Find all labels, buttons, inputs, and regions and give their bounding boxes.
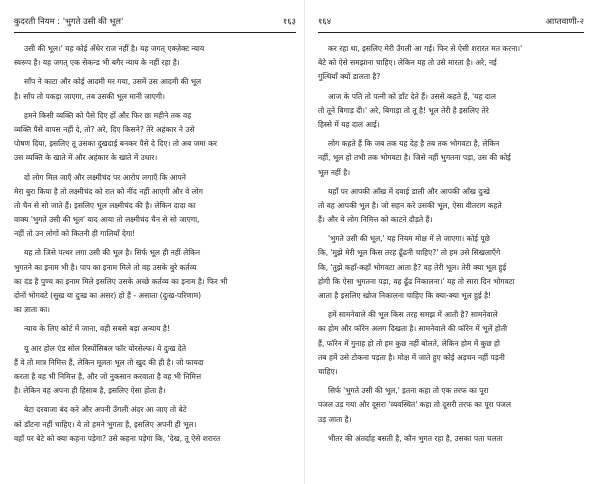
text-line: वाक्य 'भुगते उसी की भूल' याद आया तो लक्ष्मीचंद चैन से सो जाएगा,: [14, 215, 200, 225]
text-line: का दंड है पुण्य का इनाम मिले इसलिए उसके अच्छे कर्तव्य का इनाम है। फिर भी: [14, 276, 228, 286]
text-line: व्यक्ति पैसे वापस नहीं दे, तो? अरे, दिए किसने? तेरे अहंकार ने उसे: [14, 124, 195, 134]
right-header-rule: [318, 32, 584, 33]
text-line: उस व्यक्ति के खाते में और अहंकार के खाते में उधार।: [14, 153, 158, 163]
left-page-body: [14, 42, 296, 451]
text-line: कि, 'तुझे कहाँ-कहाँ भोगवटा आता है? वह तेरी भूल। तेरी क्या भूल हुई: [318, 262, 507, 272]
paragraph: [14, 42, 296, 70]
text-line: पजल उड़ गया और दूसरा 'व्यवस्थित' कहा तो दूसरी तरफ का पूरा पजल: [318, 400, 511, 410]
text-line: बेटे को ऐसे समझाना चाहिए। लेकिन यह तो उसे मारता है। अरे, नई: [318, 58, 497, 68]
text-line: यू आर होल एंड सोल रिस्पोंसिबल फॉर योरसेल्फ। ये दुःख देते: [24, 343, 187, 353]
left-page: [14, 0, 296, 484]
text-line: मेरा बुरा किया है तो लक्ष्मीचंद को रात को नींद नहीं आएगी और वे लोग: [14, 186, 203, 196]
text-line: हैं। और ये लोग निमित्त को काटने दौड़ते हैं।: [318, 215, 433, 225]
paragraph: [318, 185, 584, 228]
text-line: करता है वह भी निमित्त है, और जो नुकसान करवाता है वह भी निमित्त: [14, 371, 202, 381]
text-line: आज के पति तो पत्नी को डाँट देते हैं। उससे कहते हैं, 'यह दाल: [328, 91, 496, 101]
text-line: आता है इसलिए खोज निकालना चाहिए कि क्या-क्या भूल हुई है!: [318, 291, 492, 300]
text-line: वहाँ पर बेटे को क्या कहना पड़ेगा? उसे कहना पड़ेगा कि, 'देख, तू ऐसे शरारत: [14, 433, 221, 443]
right-page-body: [318, 42, 584, 451]
text-line: होगी कि ऐसा भुगतना पड़ा, वह ढूँढ निकालना।' यह तो सारा दिन भोगवटा: [318, 276, 515, 286]
text-line: दो लोग मिल जाएँ और लक्ष्मीचंद पर आरोप लगाएँ कि आपने: [24, 172, 186, 182]
text-line: का होम और फॉरेन अलग दिखता है। सामनेवाले की फॉरेन में भूलें होती: [318, 324, 508, 334]
text-line: बेटा दरवाजा बंद करे और अपनी उँगली अंदर आ जाए तो बेटे: [24, 405, 187, 415]
text-line: है। साँप तो पकड़ा जाएगा, तब उसकी भूल मानी जाएगी।: [14, 91, 165, 101]
text-line: उसी की भूल।' यह कोई अँधेर राज नहीं है। यह जगत् एक्ज़ेक्ट न्याय: [24, 44, 205, 53]
text-line: तो तूने बिगाड़ दी।' अरे, बिगाड़ा तो तू है! भूल तेरी है इसलिए तेरे: [318, 105, 489, 115]
right-page-number: १६४: [318, 16, 332, 26]
text-line: हैं वे तो मात्र निमित्त हैं, लेकिन मूलतः भूल तो खुद की ही है। जो फायदा: [14, 357, 204, 367]
text-line: तब हमें उसे टोकना पड़ता है। मोक्ष में जाते हुए कोई अड़चन नहीं पड़नी: [318, 352, 505, 362]
text-line: साँप ने काटा और कोई आदमी मर गया, उसमें उस आदमी की भूल: [24, 77, 202, 87]
text-line: उड़ जाता है।: [318, 414, 352, 424]
text-line: नहीं, भूल हो तभी तक भोगवटा है। जिसे नहीं भुगतना पड़ा, उस की कोई: [318, 153, 511, 163]
right-page-title: आप्तवाणी-२: [545, 16, 584, 26]
left-page-header: [14, 14, 296, 28]
text-line: पोषण दिया, इसलिए तू उसका दुखदाई बनकर पैसे दे दिए। तो अब जमा कर: [14, 139, 217, 149]
paragraph: [14, 322, 296, 336]
text-line: यहाँ पर आपकी आँख में दवाई डाली और आपकी आँख दुःखे: [328, 186, 490, 196]
left-page-number: १६३: [282, 16, 296, 26]
text-line: तो चैन से सो जाते हैं। इसलिए भूल लक्ष्मीचंद की है। लेकिन दादा का: [14, 200, 196, 210]
left-header-rule: [14, 32, 296, 33]
paragraph: [14, 171, 296, 242]
text-line: दोनों भोगवटे (सुख या दुःख का असर) हो हैं - असाता (दुःख-परिणाम): [14, 291, 202, 300]
paragraph: [14, 109, 296, 166]
paragraph: [318, 308, 584, 379]
text-line: सिर्फ 'भुगते उसी की भूल,' इतना कहा तो एक तरफ का पूरा: [328, 386, 489, 396]
paragraph: [318, 384, 584, 427]
text-line: 'भुगते उसी की भूल,' यह नियम मोक्ष में ले जाएगा। कोई पूछे: [328, 234, 490, 244]
paragraph: [318, 90, 584, 133]
text-line: यह तो जिसे पत्थर लगा उसी की भूल है। सिर्फ भूल ही नहीं लेकिन: [24, 248, 201, 258]
text-line: हिस्से में यह दाल आई।: [318, 119, 380, 129]
right-page-header: [318, 14, 584, 28]
text-line: लोग कहते हैं कि जब तक यह देह है तब तक भोगवटा है, लेकिन: [328, 139, 500, 149]
text-line: भीतर की अंतर्दाह बसती है, कौन भुगत रहा है, उसका पता चलता: [328, 433, 503, 443]
text-line: कर रहा था, इसलिए मेरी उँगली आ गई। फिर से ऐसी शरारत मत करना।': [328, 44, 523, 53]
paragraph: [14, 403, 296, 446]
text-line: स्वरूप है। यह जगत् एक सेकन्ड भी बगैर न्याय के नहीं रहा है।: [14, 58, 180, 68]
text-line: कि, 'मुझे मेरी भूल किस तरह ढूँढनी चाहिए?' तो हम उसे सिखलाएँगे: [318, 248, 501, 258]
text-line: को डाँटना नहीं चाहिए। ये तो हमने भुगता है, इसलिए अपनी ही भूल।: [14, 419, 197, 429]
text-line: है। लेकिन वह अपना ही हिसाब है, इसलिए ऐसा होता है।: [14, 386, 166, 396]
left-page-title: कुदरती नियम : 'भुगते उसी की भूल': [14, 16, 124, 26]
paragraph: [318, 137, 584, 180]
text-line: हैं, फॉरेन में गुनाह हो तो हम कुछ नहीं बोलते, लेकिन होम में कुछ हो: [318, 338, 500, 348]
paragraph: [14, 75, 296, 103]
text-line: न्याय के लिए कोर्ट में जाना, वही सबसे बड़ा अन्याय है!: [24, 324, 170, 334]
text-line: भूल नहीं है।: [318, 167, 351, 177]
text-line: का ज्ञाता का।: [14, 305, 50, 315]
text-line: नहीं तो उन लोगों को कितनी ही गालियाँ देगा!: [14, 229, 136, 239]
text-line: तो वह आपकी भूल है। जो सहन करे उसकी भूल, ऐसा वीतराग कहते: [318, 200, 502, 210]
page-gutter: [304, 0, 305, 484]
paragraph: [318, 432, 584, 446]
paragraph: [14, 342, 296, 399]
text-line: हमें सामनेवाले की भूल किस तरह समझ में आती है? सामनेवाले: [328, 310, 498, 320]
paragraph: [14, 246, 296, 317]
right-page: [318, 0, 584, 484]
text-line: हमने किसी व्यक्ति को पैसे दिए हों और फिर छः महीने तक वह: [24, 110, 192, 120]
text-line: चाहिए।: [318, 366, 338, 376]
paragraph: [318, 232, 584, 303]
text-line: भुगतने का इनाम भी है। पाप का इनाम मिले तो वह उसके बुरे कर्तव्य: [14, 262, 197, 272]
text-line: गुत्थियाँ क्यों डालता है?: [318, 72, 381, 82]
paragraph: [318, 42, 584, 85]
